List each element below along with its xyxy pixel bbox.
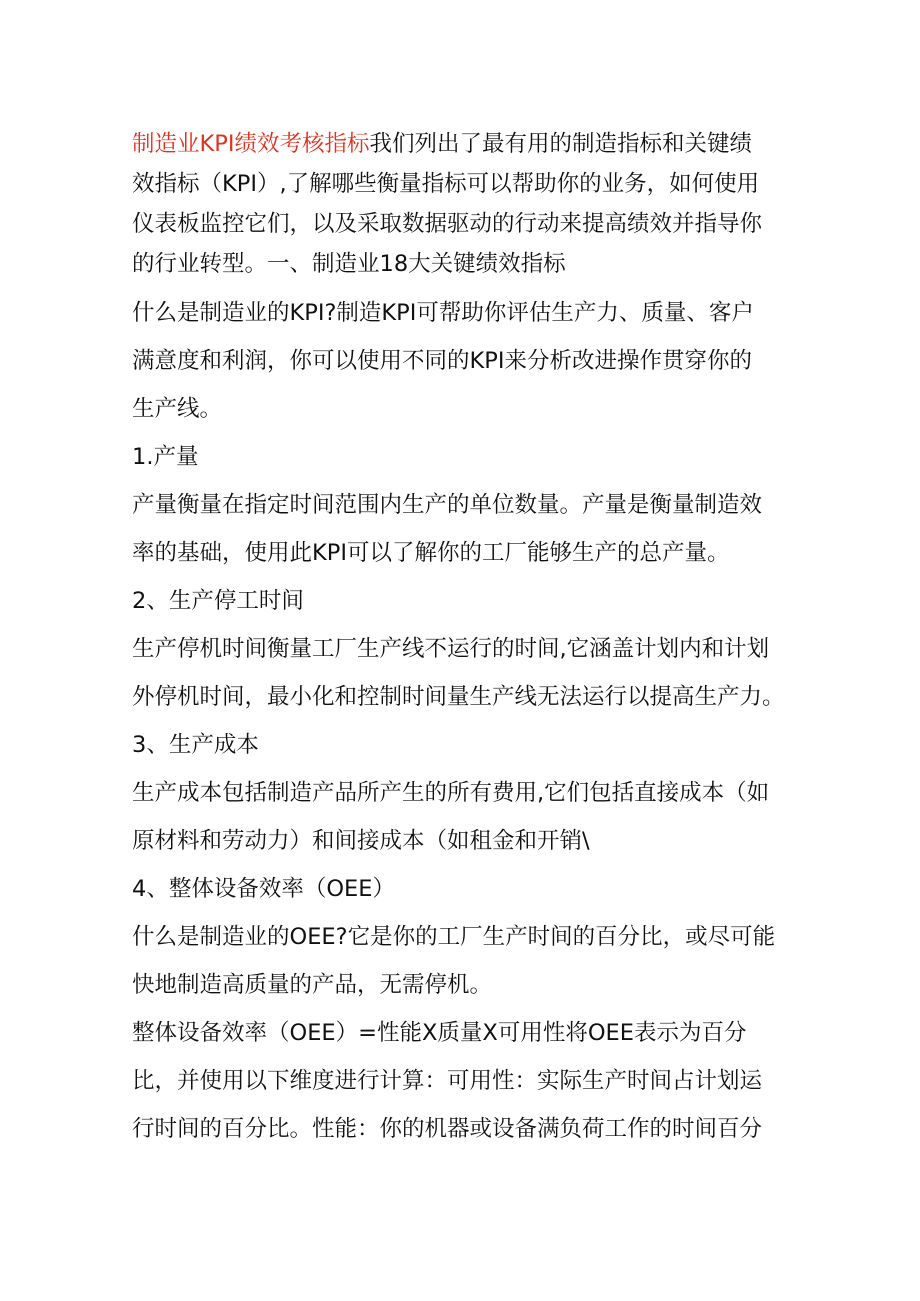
section-2-line-1: 生产停机时间衡量工厂生产线不运行的时间,它涵盖计划内和计划 bbox=[132, 636, 770, 662]
section-4-line-2: 快地制造高质量的产品，无需停机。 bbox=[132, 972, 493, 998]
intro-line-4: 的行业转型。一、制造业18大关键绩效指标 bbox=[132, 251, 566, 277]
section-3-line-1: 生产成本包括制造产品所产生的所有费用,它们包括直接成本（如 bbox=[132, 780, 770, 806]
intro-line-3: 仪表板监控它们，以及采取数据驱动的行动来提高绩效并指导你 bbox=[132, 211, 763, 237]
intro-line-1-rest: 我们列出了最有用的制造指标和关键绩 bbox=[369, 131, 752, 157]
oee-formula-line-1: 整体设备效率（OEE）=性能X质量X可用性将OEE表示为百分 bbox=[132, 1020, 747, 1046]
section-2-line-2: 外停机时间，最小化和控制时间量生产线无法运行以提高生产力。 bbox=[132, 684, 785, 710]
section-3-heading: 3、生产成本 bbox=[132, 732, 259, 758]
section-4-line-1: 什么是制造业的OEE?它是你的工厂生产时间的百分比，或尽可能 bbox=[132, 924, 776, 950]
section-1-line-2: 率的基础，使用此KPI可以了解你的工厂能够生产的总产量。 bbox=[132, 540, 730, 566]
section-1-heading: 1.产量 bbox=[132, 444, 199, 470]
kpi-para-line-3: 生产线。 bbox=[132, 396, 223, 422]
section-3-line-2: 原材料和劳动力）和间接成本（如租金和开销\ bbox=[132, 828, 590, 854]
section-2-heading: 2、生产停工时间 bbox=[132, 588, 304, 614]
kpi-para-line-1: 什么是制造业的KPI?制造KPI可帮助你评估生产力、质量、客户 bbox=[132, 300, 754, 326]
document-body bbox=[132, 124, 812, 1157]
title-highlight: 制造业KPI绩效考核指标 bbox=[132, 131, 370, 157]
intro-line-2: 效指标（KPI）,了解哪些衡量指标可以帮助你的业务，如何使用 bbox=[132, 171, 760, 197]
section-1-line-1: 产量衡量在指定时间范围内生产的单位数量。产量是衡量制造效 bbox=[132, 492, 763, 518]
oee-formula-line-3: 行时间的百分比。性能：你的机器或设备满负荷工作的时间百分 bbox=[132, 1116, 763, 1142]
oee-formula-line-2: 比，并使用以下维度进行计算：可用性：实际生产时间占计划运 bbox=[132, 1068, 763, 1094]
kpi-para-line-2: 满意度和利润，你可以使用不同的KPI来分析改进操作贯穿你的 bbox=[132, 348, 752, 374]
section-4-heading: 4、整体设备效率（OEE） bbox=[132, 876, 395, 902]
intro-line-1 bbox=[132, 124, 812, 164]
